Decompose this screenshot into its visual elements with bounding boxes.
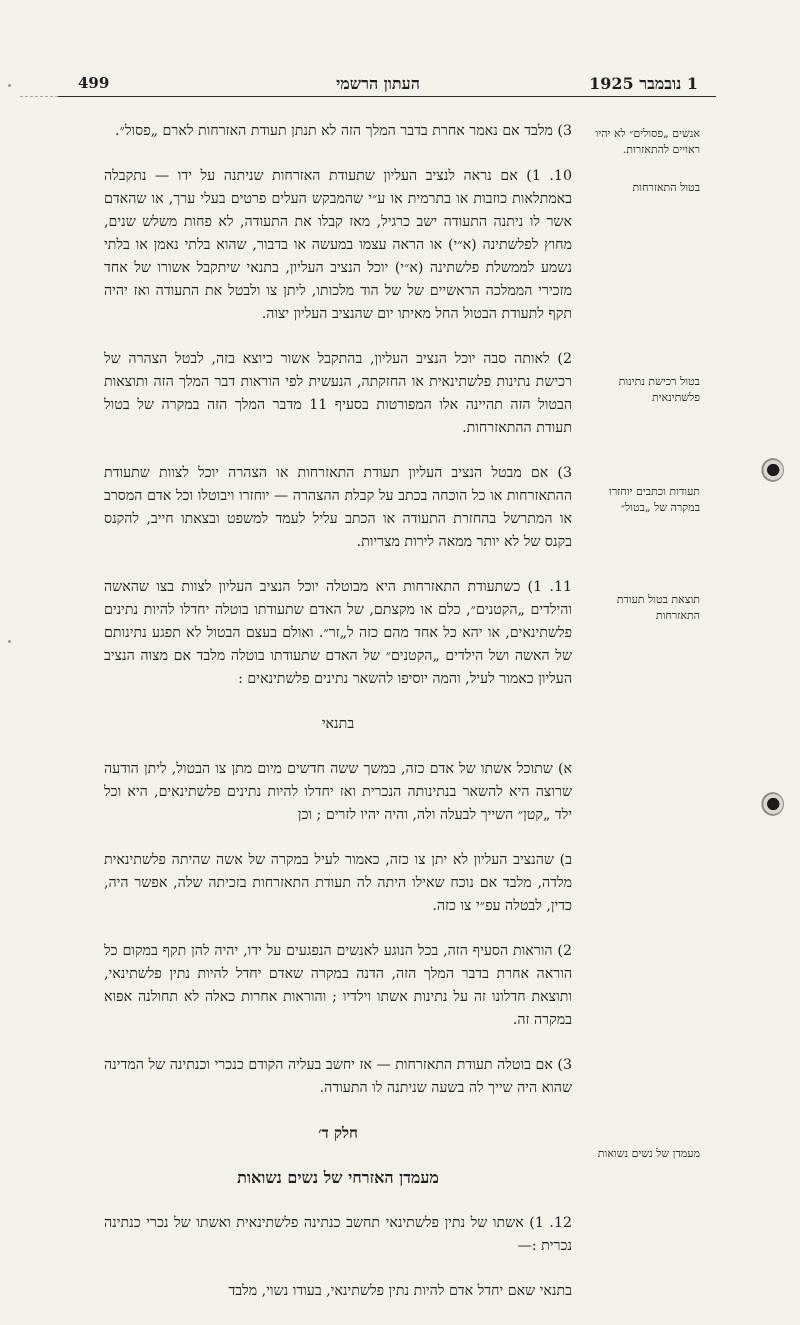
paragraph: 11. 1) כשתעודת התאזרחות היא מבוטלה יוכל הנציב העליון לצוות בצו שהאשה והילדים „הקטנים״, כלם או מקצתם, של האדם שתעודתו בוטלה יחדלו להיות נתינים פלשתינאים, או יהא כל אחד מהם כזה ל„זר״. ואולם בעצם הבטול לא תפגע נתינותם של האשה ושל הילדים „הקטנים״ של האדם שתעודתו בוטלה מלבד אם מצוה הנציב העליון כאמור לעיל, והמה יוסיפו להשאר נתינים פלשתינאים : <box>104 579 572 687</box>
proviso-heading: בתנאי <box>321 716 355 732</box>
paragraph: א) שתוכל אשתו של אדם כזה, במשך ששה חדשים מיום מתן צו הבטול, ליתן הודעה שרוצה היא להשאר בנתינותה הנכרית ואז יחדלו להיות נתינים פלשתינאים, היא וכל ילד „קטן״ השייך לבעלה ולה, והיה יהיו לזרים ; וכן <box>104 761 572 823</box>
header-rule <box>58 96 716 97</box>
margin-note: תוצאת בטול תעודת התאזרחות <box>616 593 700 622</box>
paragraph: בתנאי שאם יחדל אדם להיות נתין פלשתינאי, בעודו נשוי, מלבד <box>228 1283 572 1299</box>
paragraph: 3) אם בוטלה תעודת התאזרחות — אז יחשב בעליה הקודם כנכרי וכנתינה של המדינה שהוא היה שייך לה בשעה שניתנה לו התעודה. <box>104 1057 572 1096</box>
binder-hole <box>760 792 784 816</box>
paragraph: 2) הוראות הסעיף הזה, בכל הנוגע לאנשים הנפגעים על ידו, יהיה להן תקף במקום כל הוראה אחרת בדבר המלך הזה, הדנה במקרה שאדם יחדל להיות נתין פלשתינאי, ותוצאת חדלונו זה על נתינות אשתו וילדיו ; והוראות אחרות כאלה לא תחולנה אפוא במקרה זה. <box>104 943 572 1028</box>
binder-hole <box>760 458 784 482</box>
margin-note: בטול התאזרחות <box>632 181 700 194</box>
paragraph: ב) שהנציב העליון לא יתן צו כזה, כאמור לעיל במקרה של אשה שהיתה פלשתינאית מלדה, מלבד אם נוכח שאילו היתה לה תעודת התאזרחות בזכיתה שלה, אפשר היה, כדין, לבטלה עפ״י צו כזה. <box>104 852 572 914</box>
paragraph: 12. 1) אשתו של נתין פלשתינאי תחשב כנתינה פלשתינאית ואשתו של נכרי כנתינה נכרית :— <box>104 1215 572 1254</box>
paragraph: 10. 1) אם נראה לנציב העליון שתעודת האזרחות שניתנה על ידו — נתקבלה באמתלאות כוזבות או בתרמית או ע״י שהמבקש העלים פרטים בעלי ערך, או שהאדם אשר לו ניתנה התעודה ישב כרגיל, מאז קבלו את התעודה, לא פחות משלש שנים, מחוץ לפלשתינה (א״י) או הראה עצמו במעשה או בדבור, שהוא בלתי נאמן או בלתי נשמע לממשלת פלשתינה (א״י) יוכל הנציב העליון, בתנאי שיתקבל אשורו של אחד מזכירי הממלכה הראשיים של של הוד מלכותו, ליתן צו ולבטל את התעודה ואז יהיה תקף לתעודת הבטול החל מאיתו יום שהנציב העליון יצוה. <box>104 168 572 322</box>
paragraph: 3) מלבד אם נאמר אחרת בדבר המלך הזה לא תנתן תעודת האזרחות לארם „פסול״. <box>115 123 572 139</box>
header-rule-dashed <box>20 96 58 98</box>
margin-note: תעודות וכתבים יוחזרו במקרה של „בטול״ <box>609 485 700 514</box>
part-title: חלק ד׳ <box>318 1124 358 1142</box>
ordinance-text <box>104 120 572 1325</box>
margin-note: אנשים „פסולים״ לא יהיו ראויים להתאזרות. <box>595 127 700 156</box>
edge-speck <box>8 84 11 87</box>
gazette-title: העתון הרשמי <box>336 74 420 93</box>
paragraph: 3) אם מבטל הנציב העליון תעודת התאזרחות או הצהרה יוכל לצוות שתעודת ההתאזרחות או כל הוכחה בכתב על קבלת ההצהרה — יוחזרו ויבוטלו וכל אדם המסרב או המתרשל בהחזרת התעודה או הכתב עליל לעמד למשפט ובצאתו חייב, להקנס בקנס של לא יותר ממאה לירות מצריות. <box>104 465 572 550</box>
margin-note: מעמדן של נשים נשואות <box>597 1147 700 1160</box>
part-subtitle: מעמדן האזרחי של נשים נשואות <box>237 1168 439 1187</box>
edge-speck <box>8 640 11 643</box>
margin-note: בטול רכישת נתינות פלשתינאית <box>618 375 700 404</box>
issue-date: 1 נובמבר 1925 <box>589 74 698 93</box>
paragraph: 2) לאותה סבה יוכל הנציב העליון, בהתקבל אשור כיוצא בזה, לבטל הצהרה של רכישת נתינות פלשתינאית או החזקתה, הנעשית לפי הוראות דבר המלך הזה ותוצאות הבטול הזה תהיינה אלו המפורטות בסעיף 11 מדבר המלך הזה במקרה של בטול תעודת ההתאזרחות. <box>104 351 572 436</box>
page-number: 499 <box>78 74 110 92</box>
